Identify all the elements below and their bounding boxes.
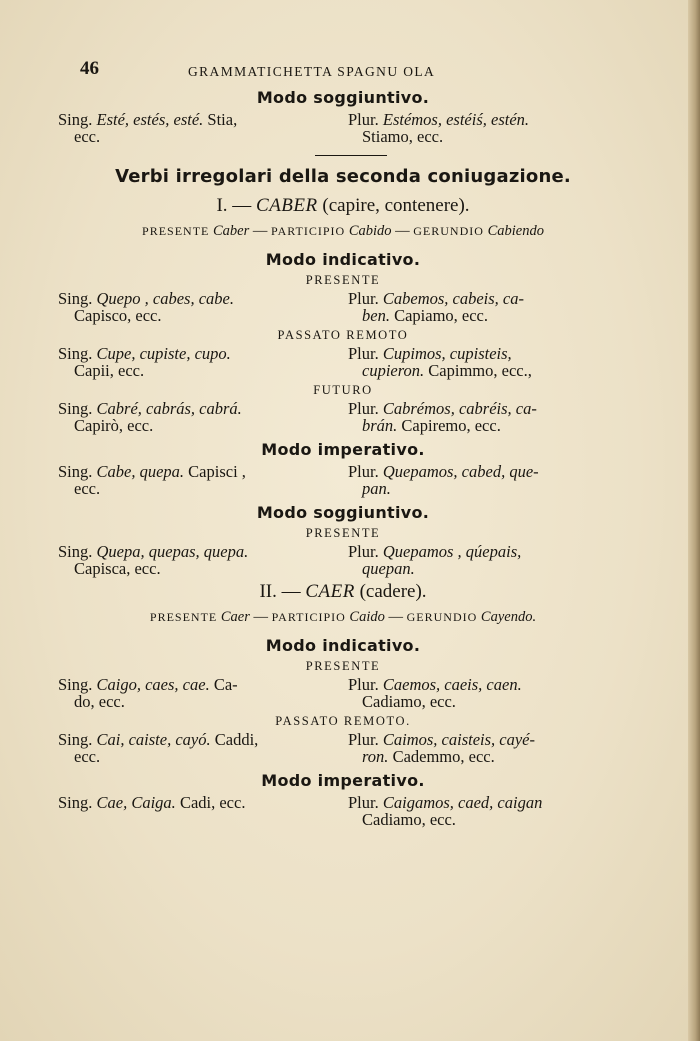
sing-translation-cont: ecc. <box>74 747 101 766</box>
sing-translation: Capii, ecc. <box>74 361 145 380</box>
plur-label: Plur. <box>348 344 379 363</box>
plur-forms-cont: quepan. <box>362 559 415 578</box>
sing-forms: Cai, caiste, cayó. <box>96 730 211 749</box>
plur-translation: Cademmo, ecc. <box>392 747 495 766</box>
gerundio-label: GERUNDIO <box>413 224 484 238</box>
conjugation-row <box>58 676 628 710</box>
plural-column <box>348 111 628 145</box>
plur-forms: Quepamos , qúepais, <box>382 542 522 561</box>
plur-forms-cont: cupieron. <box>362 361 425 380</box>
sing-forms: Esté, estés, esté. <box>96 110 204 129</box>
sing-forms: Quepa, quepas, quepa. <box>96 542 249 561</box>
plur-forms-cont: ben. <box>362 306 390 325</box>
tense-heading: PRESENTE <box>305 526 381 540</box>
principal-forms <box>58 609 628 626</box>
participle: Cabido <box>348 223 392 239</box>
section-title: Verbi irregolari della seconda coniugazione. <box>115 166 571 187</box>
plural-column <box>348 400 628 434</box>
singular-column <box>58 111 348 145</box>
conjugation-row <box>58 345 628 379</box>
sing-label: Sing. <box>58 399 93 418</box>
sing-translation-cont: ecc. <box>74 479 101 498</box>
participio-label: PARTICIPIO <box>271 610 346 624</box>
plur-forms: Cabrémos, cabréis, ca- <box>382 399 537 418</box>
plur-forms: Caemos, caeis, caen. <box>382 675 522 694</box>
sing-translation: Capisco, ecc. <box>74 306 162 325</box>
plur-label: Plur. <box>348 399 379 418</box>
tense-heading: PASSATO REMOTO. <box>275 714 411 728</box>
sing-translation: Capisci , <box>188 462 246 481</box>
dash: — <box>252 223 268 239</box>
gerund: Cabiendo <box>487 223 544 239</box>
tense-heading: PASSATO REMOTO <box>277 328 409 342</box>
gerund: Cayendo. <box>480 609 537 625</box>
sing-label: Sing. <box>58 462 93 481</box>
mode-heading: Modo indicativo. <box>265 250 421 269</box>
plur-translation: Cadiamo, ecc. <box>362 692 456 711</box>
section-divider <box>315 155 387 156</box>
conjugation-row <box>58 731 628 765</box>
singular-column <box>58 345 348 379</box>
sing-label: Sing. <box>58 110 93 129</box>
conjugation-row <box>58 111 628 145</box>
conjugation-row <box>58 463 628 497</box>
sing-translation: Stia, <box>207 110 238 129</box>
dash: — <box>388 609 403 625</box>
plur-translation: Cadiamo, ecc. <box>362 810 456 829</box>
plur-forms: Caigamos, caed, caigan <box>382 793 543 812</box>
dash: — <box>395 223 410 239</box>
sing-translation: Ca- <box>213 675 238 694</box>
sing-forms: Cabré, cabrás, cabrá. <box>96 399 242 418</box>
presente-label: PRESENTE <box>142 224 210 238</box>
infinitive: Caer <box>220 609 250 625</box>
plur-forms: Caimos, caisteis, cayé- <box>382 730 535 749</box>
sing-label: Sing. <box>58 793 93 812</box>
sing-translation: Caddi, <box>214 730 259 749</box>
singular-column <box>58 543 348 577</box>
mode-heading: Modo soggiuntivo. <box>256 88 430 107</box>
sing-translation-cont: do, ecc. <box>74 692 125 711</box>
sing-forms: Cae, Caiga. <box>96 793 176 812</box>
verb-number: I. — <box>216 195 252 216</box>
plur-translation: Capiamo, ecc. <box>394 306 488 325</box>
plural-column <box>348 463 628 497</box>
plur-forms: Cupimos, cupisteis, <box>382 344 512 363</box>
sing-translation: Capirò, ecc. <box>74 416 154 435</box>
sing-translation-cont: ecc. <box>74 127 101 146</box>
plur-forms: Cabemos, cabeis, ca- <box>382 289 524 308</box>
verb-number: II. — <box>259 581 301 602</box>
plural-column <box>348 345 628 379</box>
mode-heading: Modo indicativo. <box>265 636 421 655</box>
singular-column <box>58 400 348 434</box>
verb-name: CAER <box>305 581 355 602</box>
plur-forms: Estémos, estéiś, estén. <box>382 110 530 129</box>
plur-forms: Quepamos, cabed, que- <box>382 462 539 481</box>
tense-heading: PRESENTE <box>305 273 381 287</box>
plur-label: Plur. <box>348 730 379 749</box>
singular-column <box>58 794 348 828</box>
plur-label: Plur. <box>348 542 379 561</box>
verb-gloss: (cadere). <box>359 581 427 602</box>
plur-translation: Stiamo, ecc. <box>362 127 444 146</box>
mode-heading: Modo soggiuntivo. <box>256 503 430 522</box>
page-header <box>58 58 628 82</box>
plur-label: Plur. <box>348 793 379 812</box>
sing-forms: Quepo , cabes, cabe. <box>96 289 234 308</box>
plural-column <box>348 543 628 577</box>
principal-forms <box>58 223 628 240</box>
singular-column <box>58 731 348 765</box>
presente-label: PRESENTE <box>149 610 218 624</box>
dash: — <box>253 609 268 625</box>
tense-heading: FUTURO <box>313 383 373 397</box>
verb-name: CABER <box>256 195 318 216</box>
plur-translation: Capimmo, ecc., <box>428 361 532 380</box>
plural-column <box>348 794 628 828</box>
plural-column <box>348 290 628 324</box>
sing-forms: Cupe, cupiste, cupo. <box>96 344 231 363</box>
plur-label: Plur. <box>348 289 379 308</box>
sing-translation: Cadi, ecc. <box>179 793 246 812</box>
plur-forms-cont: brán. <box>362 416 398 435</box>
sing-label: Sing. <box>58 289 93 308</box>
sing-label: Sing. <box>58 542 93 561</box>
plural-column <box>348 731 628 765</box>
plur-forms-cont: pan. <box>362 479 391 498</box>
conjugation-row <box>58 794 628 828</box>
sing-label: Sing. <box>58 344 93 363</box>
sing-label: Sing. <box>58 730 93 749</box>
plur-label: Plur. <box>348 110 379 129</box>
plur-label: Plur. <box>348 462 379 481</box>
page-edge <box>688 0 700 1041</box>
running-head: GRAMMATICHETTA SPAGNU OLA <box>188 64 436 79</box>
mode-heading: Modo imperativo. <box>261 771 425 790</box>
plur-label: Plur. <box>348 675 379 694</box>
conjugation-row <box>58 543 628 577</box>
sing-translation: Capisca, ecc. <box>74 559 161 578</box>
tense-heading: PRESENTE <box>305 659 381 673</box>
verb-heading-caber <box>58 195 628 217</box>
sing-forms: Cabe, quepa. <box>96 462 185 481</box>
sing-forms: Caigo, caes, cae. <box>96 675 210 694</box>
sing-label: Sing. <box>58 675 93 694</box>
singular-column <box>58 290 348 324</box>
verb-gloss: (capire, contenere). <box>322 195 470 216</box>
gerundio-label: GERUNDIO <box>406 610 478 624</box>
participio-label: PARTICIPIO <box>271 224 346 238</box>
conjugation-row <box>58 290 628 324</box>
conjugation-row <box>58 400 628 434</box>
plural-column <box>348 676 628 710</box>
page-content <box>58 58 628 832</box>
infinitive: Caber <box>213 223 250 239</box>
verb-heading-caer <box>58 581 628 603</box>
plur-translation: Capiremo, ecc. <box>401 416 501 435</box>
page-number: 46 <box>80 58 99 79</box>
mode-heading: Modo imperativo. <box>261 440 425 459</box>
singular-column <box>58 463 348 497</box>
singular-column <box>58 676 348 710</box>
participle: Caido <box>349 609 385 625</box>
plur-forms-cont: ron. <box>362 747 389 766</box>
